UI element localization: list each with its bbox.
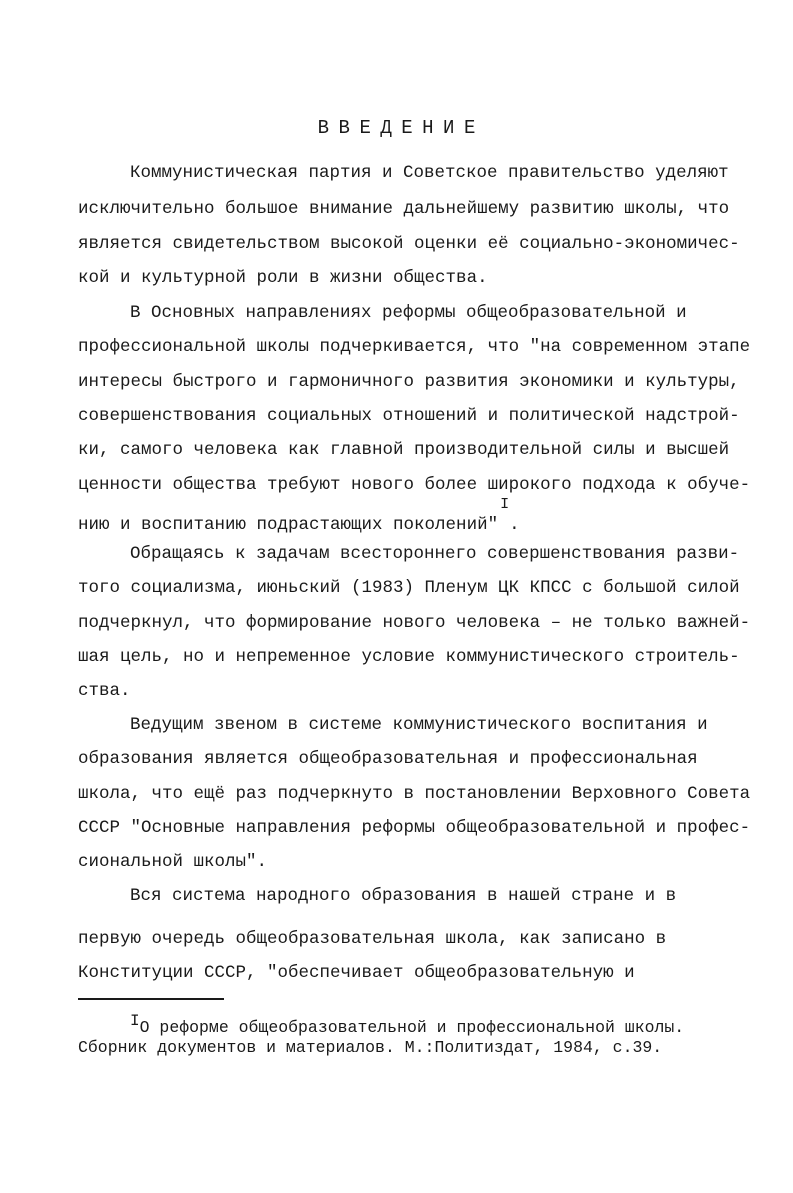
footnote-mark: I xyxy=(130,1012,140,1030)
text-line: ценности общества требуют нового более широкого подхода к обуче- xyxy=(78,475,751,495)
text-line: исключительно большое внимание дальнейшему развитию школы, что xyxy=(78,199,730,219)
text-line: образования является общеобразовательная и профессиональная xyxy=(78,749,698,769)
text-line-with-footnote xyxy=(78,496,520,536)
text-line: интересы быстрого и гармоничного развития экономики и культуры, xyxy=(78,372,740,392)
text-line: того социализма, июньский (1983) Пленум ЦК КПСС с большой силой xyxy=(78,578,740,598)
text-line: В Основных направлениях реформы общеобразовательной и xyxy=(130,303,687,323)
text-line: Вся система народного образования в нашей стране и в xyxy=(130,886,677,906)
footnote-reference: I xyxy=(500,496,510,513)
text-line: Коммунистическая партия и Советское правительство уделяют xyxy=(130,163,729,183)
text-line: Обращаясь к задачам всестороннего совершенствования разви- xyxy=(130,544,740,564)
footnote-separator xyxy=(78,998,224,1000)
text-line: профессиональной школы подчеркивается, что "на современном этапе xyxy=(78,337,751,357)
text-line: ки, самого человека как главной производительной силы и высшей xyxy=(78,440,730,460)
footnote-line: Сборник документов и материалов. М.:Политиздат, 1984, с.39. xyxy=(78,1038,663,1057)
text-line: СССР "Основные направления реформы общеобразовательной и профес- xyxy=(78,818,751,838)
text-line: первую очередь общеобразовательная школа, как записано в xyxy=(78,929,667,949)
text-line: кой и культурной роли в жизни общества. xyxy=(78,268,488,288)
text-line: сиональной школы". xyxy=(78,852,268,872)
footnote-text: О реформе общеобразовательной и профессиональной школы. xyxy=(139,1018,685,1037)
text-line: ства. xyxy=(78,681,131,701)
text-line: Конституции СССР, "обеспечивает общеобразовательную и xyxy=(78,963,635,983)
text-line: является свидетельством высокой оценки её социально-экономичес- xyxy=(78,234,740,254)
text-line: совершенствования социальных отношений и политической надстрой- xyxy=(78,406,740,426)
text-line: школа, что ещё раз подчеркнуто в постановлении Верховного Совета xyxy=(78,784,751,804)
text-line: нию и воспитанию подрастающих поколений" xyxy=(78,514,499,535)
text-line: шая цель, но и непременное условие коммунистического строитель- xyxy=(78,647,740,667)
text-line: Ведущим звеном в системе коммунистического воспитания и xyxy=(130,715,708,735)
page-title: ВВЕДЕНИЕ xyxy=(317,117,485,139)
footnote-line xyxy=(78,1012,685,1038)
period: . xyxy=(509,514,520,535)
text-line: подчеркнул, что формирование нового человека – не только важней- xyxy=(78,613,751,633)
